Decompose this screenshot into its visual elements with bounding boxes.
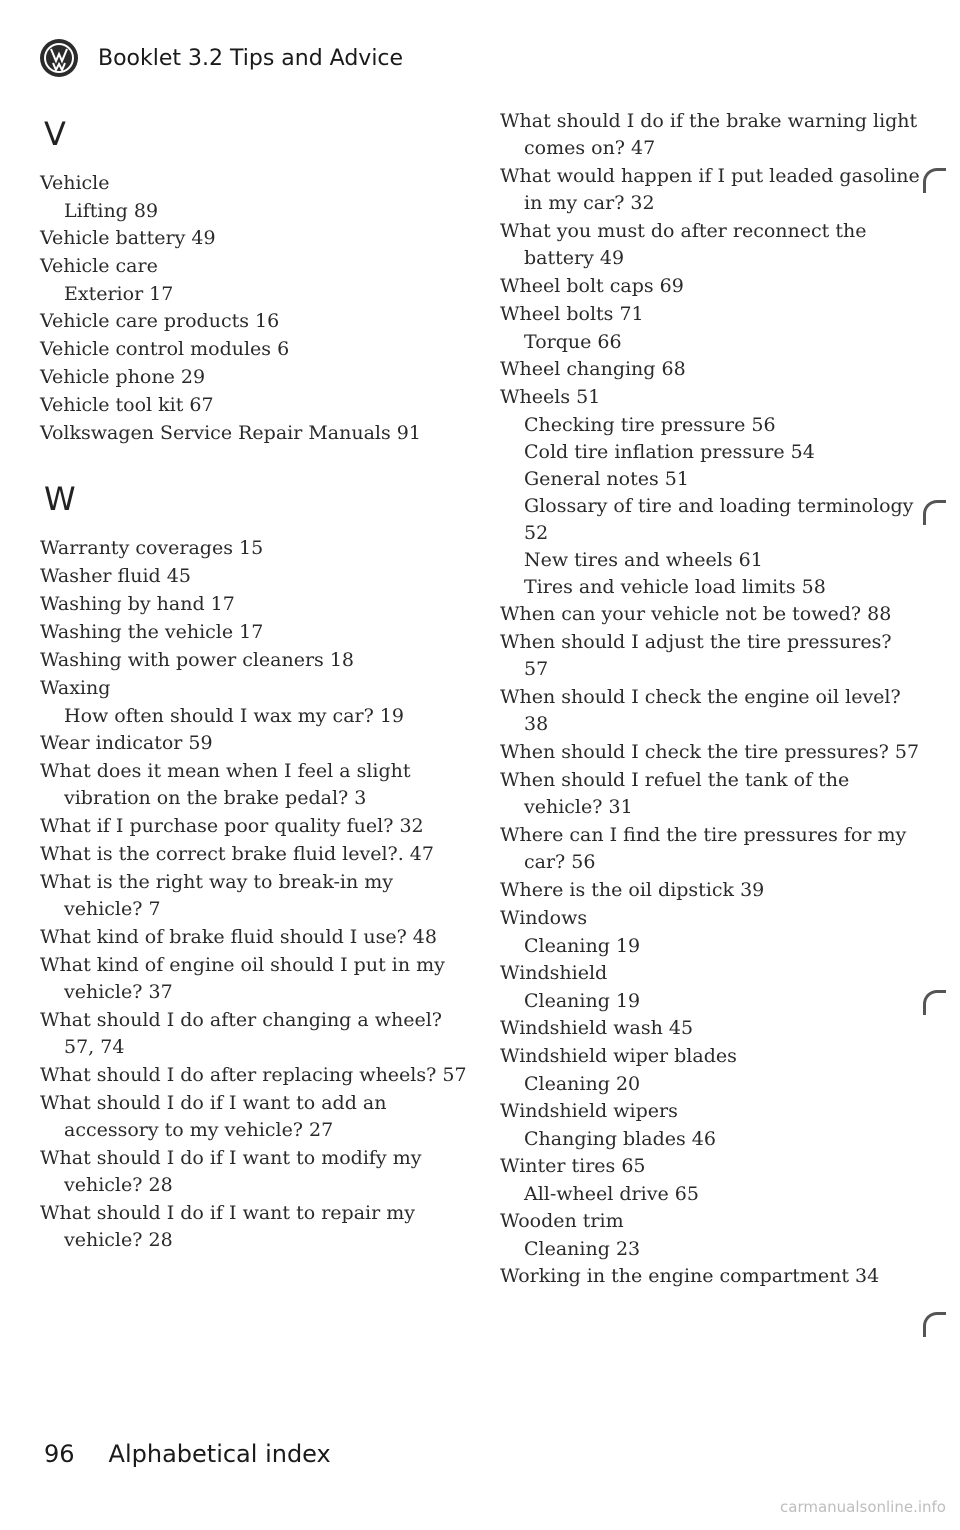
index-subentry: General notes 51	[524, 468, 689, 490]
index-subentry: Cleaning 19	[524, 990, 641, 1012]
index-entry: Washing the vehicle 17	[40, 621, 264, 643]
index-entry: What should I do if the brake warning light comes on? 47	[500, 110, 918, 159]
page-header	[40, 38, 403, 78]
index-entry: Vehicle battery 49	[40, 227, 216, 249]
index-entry: What is the right way to break-in my vehicle? 7	[40, 871, 394, 920]
index-entry: Washing by hand 17	[40, 593, 235, 615]
page-tab-mark	[923, 990, 946, 1015]
index-subentry: Changing blades 46	[524, 1128, 716, 1150]
vw-logo-icon	[40, 39, 78, 77]
page-tab-mark	[923, 168, 946, 193]
section-letter-w: W	[44, 480, 76, 518]
index-subentry: Checking tire pressure 56	[524, 414, 776, 436]
index-entry: Washing with power cleaners 18	[40, 649, 355, 671]
index-subentry: Torque 66	[524, 331, 622, 353]
index-subentry: Cleaning 20	[524, 1073, 641, 1095]
index-entry: Vehicle phone 29	[40, 366, 206, 388]
index-entry: Wheel changing 68	[500, 358, 686, 380]
index-entry: When should I check the tire pressures? 57	[500, 741, 920, 763]
footer-title: Alphabetical index	[108, 1440, 331, 1468]
index-entry: Vehicle tool kit 67	[40, 394, 214, 416]
page-number: 96	[44, 1440, 75, 1468]
index-subentry: Glossary of tire and loading terminology 52	[524, 495, 914, 544]
index-entry: Wheels 51	[500, 386, 601, 408]
index-entry: What should I do if I want to add an accessory to my vehicle? 27	[40, 1092, 387, 1141]
index-entry: When can your vehicle not be towed? 88	[500, 603, 892, 625]
index-entry: Where can I find the tire pressures for my car? 56	[500, 824, 907, 873]
left-column	[40, 108, 470, 1255]
index-subentry: Lifting 89	[64, 200, 159, 222]
index-subentry: Cleaning 19	[524, 935, 641, 957]
index-entry: What kind of engine oil should I put in my vehicle? 37	[40, 954, 445, 1003]
index-entry: Windshield wash 45	[500, 1017, 694, 1039]
index-entry: Windows	[500, 907, 588, 929]
index-entry: Where is the oil dipstick 39	[500, 879, 765, 901]
index-entry: Vehicle care products 16	[40, 310, 280, 332]
index-entry: Wooden trim	[500, 1210, 624, 1232]
index-entry: Wheel bolt caps 69	[500, 275, 684, 297]
index-entry: What should I do after replacing wheels? 57	[40, 1064, 467, 1086]
page-tab-mark	[923, 500, 946, 525]
index-entry: What should I do after changing a wheel? 57, 74	[40, 1009, 442, 1058]
index-subentry: Exterior 17	[64, 283, 174, 305]
index-entry: What would happen if I put leaded gasoline in my car? 32	[500, 165, 920, 214]
index-entry: Windshield	[500, 962, 608, 984]
index-entry: Waxing	[40, 677, 111, 699]
index-entry: Wheel bolts 71	[500, 303, 644, 325]
index-entry: Working in the engine compartment 34	[500, 1265, 880, 1287]
index-entry: What should I do if I want to repair my vehicle? 28	[40, 1202, 415, 1251]
index-entry: Vehicle control modules 6	[40, 338, 290, 360]
index-entry: Vehicle	[40, 172, 110, 194]
index-entry: Washer fluid 45	[40, 565, 191, 587]
index-entry: Wear indicator 59	[40, 732, 213, 754]
watermark: carmanualsonline.info	[780, 1498, 946, 1516]
index-entry: Vehicle care	[40, 255, 158, 277]
booklet-title: Booklet 3.2 Tips and Advice	[98, 45, 404, 71]
index-entry: What kind of brake fluid should I use? 48	[40, 926, 437, 948]
index-entry: When should I check the engine oil level? 38	[500, 686, 901, 735]
index-entry: Windshield wipers	[500, 1100, 678, 1122]
index-subentry: How often should I wax my car? 19	[64, 705, 405, 727]
page-tab-mark	[923, 1312, 946, 1337]
index-entry: Winter tires 65	[500, 1155, 646, 1177]
index-entry: What if I purchase poor quality fuel? 32	[40, 815, 424, 837]
index-entry: Warranty coverages 15	[40, 537, 264, 559]
index-subentry: Cold tire inflation pressure 54	[524, 441, 815, 463]
index-entry: What is the correct brake fluid level?. 47	[40, 843, 434, 865]
index-subentry: Tires and vehicle load limits 58	[524, 576, 826, 598]
index-entry: Volkswagen Service Repair Manuals 91	[40, 422, 421, 444]
index-subentry: All-wheel drive 65	[524, 1183, 699, 1205]
index-subentry: New tires and wheels 61	[524, 549, 763, 571]
section-letter-v: V	[44, 115, 66, 153]
index-entry: When should I adjust the tire pressures? 57	[500, 631, 892, 680]
index-entry: When should I refuel the tank of the vehicle? 31	[500, 769, 850, 818]
index-entry: Windshield wiper blades	[500, 1045, 737, 1067]
index-entry: What you must do after reconnect the battery 49	[500, 220, 867, 269]
right-column	[500, 108, 920, 1291]
index-subentry: Cleaning 23	[524, 1238, 641, 1260]
index-entry: What should I do if I want to modify my vehicle? 28	[40, 1147, 422, 1196]
page-footer	[44, 1440, 331, 1468]
index-entry: What does it mean when I feel a slight vibration on the brake pedal? 3	[40, 760, 411, 809]
